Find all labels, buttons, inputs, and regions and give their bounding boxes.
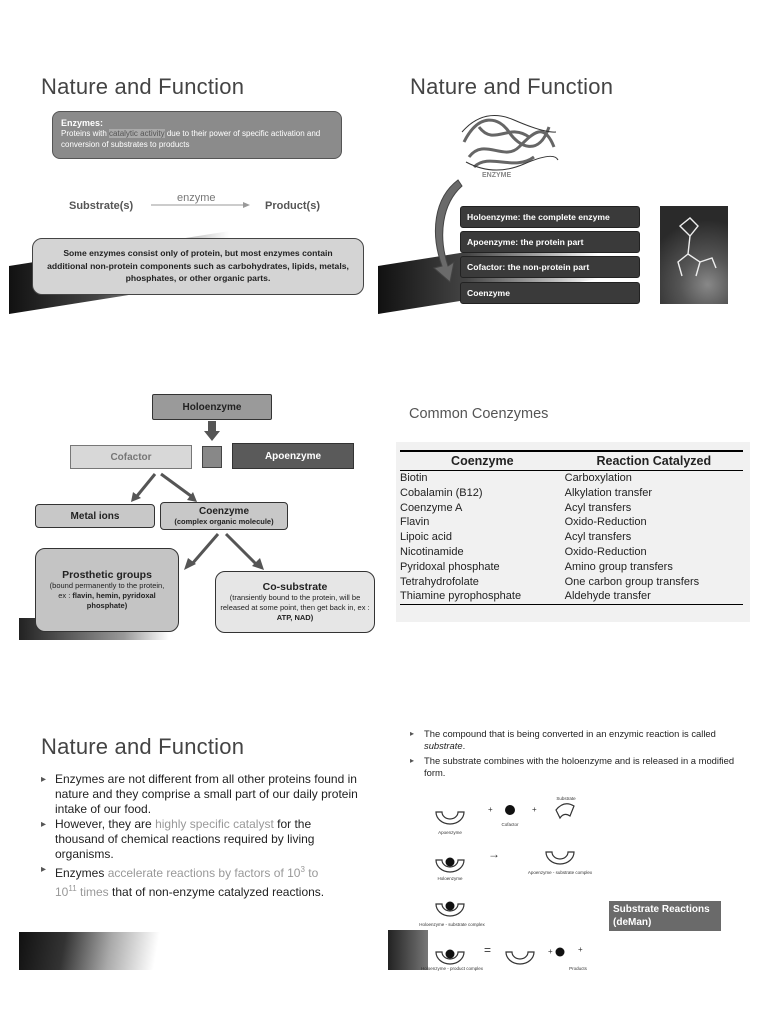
figure-label: Apoenzyme - substrate complex: [527, 870, 593, 875]
substrate-label: Substrate(s): [69, 200, 134, 212]
reaction-cell: Amino group transfers: [564, 560, 673, 573]
coenzyme-cell: Coenzyme A: [400, 501, 463, 514]
cofactor-molecule-image: [660, 206, 728, 304]
table-body: [400, 471, 743, 605]
reaction-cell: Oxido-Reduction: [564, 516, 647, 529]
reaction-cell: Aldehyde transfer: [565, 589, 743, 604]
figure-label: Substrate: [556, 796, 576, 801]
coenzyme-cell: Cobalamin (B12): [400, 486, 483, 499]
table-row: [400, 530, 743, 545]
slide-title: Nature and Function: [41, 734, 245, 759]
reaction-arrow: [151, 200, 251, 210]
coenzyme-cell: Thiamine pyrophosphate: [400, 589, 565, 604]
reaction-cell: Carboxylation: [564, 472, 632, 484]
figure-label: Products: [569, 966, 587, 971]
reaction-arrow-label: enzyme: [177, 192, 216, 204]
slide-5: [19, 720, 381, 970]
co-substrate-node: Co-substrate (transiently bound to the protein, will be released at some point, then get back in, ex : ATP, NAD): [215, 571, 375, 633]
svg-text:=: =: [484, 943, 492, 957]
coenzyme-cell: Flavin: [400, 516, 430, 529]
enzyme-composition-note: Some enzymes consist only of protein, but most enzymes contain additional non-protein components such as carbohydrates, lipids, metals, phosphates, or other organic parts.: [32, 238, 364, 295]
apoenzyme-item: Apoenzyme: the protein part: [460, 231, 640, 253]
enzymes-description: Proteins with catalytic activity due to their power of specific activation and conversion of substrates to products: [61, 129, 321, 149]
coenzyme-node: Coenzyme (complex organic molecule): [160, 502, 288, 530]
molecule-sticks-icon: [660, 206, 728, 304]
slide-decoration: [19, 932, 169, 970]
bullet-item: ▸ Enzymes accelerate reactions by factors of $10^3$ to $10^{11}$ times that of non-enzyme catalyzed reactions.: [39, 862, 359, 900]
reaction-cell: Alkylation transfer: [564, 486, 653, 499]
coenzyme-cell: Tetrahydrofolate: [400, 575, 479, 588]
slide-decoration: [388, 930, 428, 970]
coenzymes-table: [400, 450, 743, 605]
coenzyme-cell: Lipoic acid: [400, 531, 452, 544]
bullet-item: ▸ Enzymes are not different from all other proteins found in nature and they comprise a small part of our daily protein intake of our food.: [39, 772, 359, 817]
slide-title: Common Coenzymes: [409, 406, 549, 422]
prosthetic-groups-node: Prosthetic groups (bound permanently to the protein, ex : flavin, hemin, pyridoxal phosphate): [35, 548, 179, 632]
figure-caption: Substrate Reactions (deMan): [609, 901, 721, 931]
table-row: [400, 560, 743, 575]
coenzyme-branch-arrows: [174, 530, 274, 572]
column-header-coenzyme: Coenzyme: [400, 451, 565, 471]
enzymes-heading: Enzymes:: [61, 118, 104, 128]
substrate-reaction-figure: [419, 792, 598, 972]
slide-6: [388, 720, 750, 970]
bullet-list: [39, 772, 359, 900]
slide-4: [388, 390, 750, 640]
reaction-cell: Acyl transfers: [564, 501, 632, 514]
table-row: [400, 501, 743, 516]
figure-label: Apoenzyme: [438, 830, 462, 835]
enzyme-image-caption: ENZYME: [482, 172, 512, 179]
bullet-item: ▸ The substrate combines with the holoenzyme and is released in a modified form.: [408, 755, 746, 779]
figure-label: Cofactor: [501, 822, 519, 827]
reaction-cell: Oxido-Reduction: [564, 545, 647, 558]
table-row: [400, 471, 743, 486]
coenzyme-cell: Biotin: [400, 472, 428, 484]
holoenzyme-item: Holoenzyme: the complete enzyme: [460, 206, 640, 228]
coenzyme-item: Coenzyme: [460, 282, 640, 304]
enzyme-ribbon-image: [454, 102, 564, 178]
slide-title: Nature and Function: [41, 74, 245, 99]
figure-label: Holoenzyme - product complex: [420, 966, 484, 971]
table-row: [400, 515, 743, 530]
table-row: [400, 575, 743, 590]
svg-text:→: →: [488, 847, 500, 861]
table-header-row: [400, 451, 743, 471]
bullet-item: ▸ However, they are highly specific catalyst for the thousand of chemical reactions required by living organisms.: [39, 817, 359, 862]
reaction-cell: One carbon group transfers: [564, 575, 700, 588]
apoenzyme-node: Apoenzyme: [232, 443, 354, 469]
reaction-cell: Acyl transfers: [564, 531, 632, 544]
metal-ions-node: Metal ions: [35, 504, 155, 528]
cofactor-item: Cofactor: the non-protein part: [460, 256, 640, 278]
slide-2: [388, 60, 750, 310]
enzymes-definition-box: [52, 111, 342, 159]
bullet-item: ▸ The compound that is being converted in an enzymic reaction is called substrate.: [408, 728, 746, 752]
highlight-text: catalytic activity: [109, 129, 165, 138]
curved-arrow: [424, 178, 464, 284]
table-row: [400, 589, 743, 604]
svg-text:+: +: [578, 945, 583, 954]
figure-label: Holoenzyme - substrate complex: [419, 922, 485, 927]
holoenzyme-node: Holoenzyme: [152, 394, 272, 420]
down-arrow-icon: [204, 421, 220, 441]
coenzyme-cell: Nicotinamide: [400, 545, 464, 558]
cofactor-branch-arrows: [119, 470, 209, 504]
slide-1: [19, 60, 381, 310]
cofactor-node: Cofactor: [70, 445, 192, 469]
coenzyme-cell: Pyridoxal phosphate: [400, 560, 500, 573]
svg-text:+: +: [488, 805, 493, 814]
figure-label: Holoenzyme: [437, 876, 463, 881]
slide-3: [19, 390, 381, 640]
bullet-list: [408, 728, 746, 779]
product-label: Product(s): [265, 200, 320, 212]
svg-text:+: +: [548, 947, 553, 956]
table-row: [400, 486, 743, 501]
plus-connector-icon: [202, 446, 222, 468]
table-row: [400, 545, 743, 560]
slide-title: Nature and Function: [410, 74, 614, 99]
column-header-reaction: Reaction Catalyzed: [565, 451, 743, 471]
svg-text:+: +: [532, 805, 537, 814]
